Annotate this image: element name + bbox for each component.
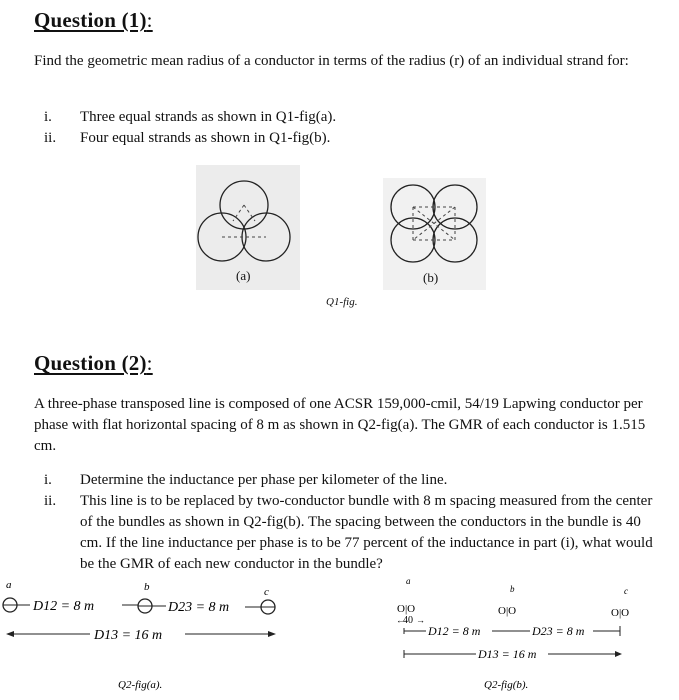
q1-fig-a-drawing [196,165,300,290]
q2-fig-b [380,576,679,696]
question2-heading-colon: : [146,351,153,375]
q1-fig-caption: Q1-fig. [326,296,358,308]
list-item [34,491,654,575]
dashed-radius [244,205,255,221]
question1-heading-text: Question (1) [34,8,147,32]
question1-heading [34,8,153,33]
q1-fig-b-drawing [383,178,486,290]
bundle-a: O|O [397,603,416,615]
list-item-number: ii. [44,493,57,509]
conductor-label-c: c [624,586,628,596]
q1-fig-b [383,178,486,290]
conductor-label-a: a [6,579,12,591]
question2-heading [34,351,153,376]
list-item-number: i. [44,109,52,125]
bundle-spacing-arrow: ← [396,615,405,625]
list-item-text: This line is to be replaced by two-conductor bundle with 8 m spacing measured from the center of the bundles as shown in Q2-fig(b). The spacing between the conductors in the bundle is 40 cm. If the line inductance per phase is to be 77 percent of the inductance in part (i), what would be the GMR of each new conductor in the bundle? [80,493,653,572]
d12-label: D12 = 8 m [428,624,481,638]
list-item [34,470,654,491]
arrow-head [615,651,622,657]
d13-label: D13 = 16 m [94,628,163,643]
question2-prompt: A three-phase transposed line is composed of one ACSR 159,000-cmil, 54/19 Lapwing conductor per phase with flat horizontal spacing of 8 m as shown in Q2-fig(a). The GMR of each conductor is 1.515 cm. [34,396,646,454]
q2-fig-b-caption: Q2-fig(b). [484,679,529,691]
question1-list [34,107,654,149]
arrow-head [268,631,276,637]
conductor-label-c: c [264,586,269,598]
d13-label: D13 = 16 m [478,647,537,661]
q2-fig-a [0,576,300,696]
question1-prompt: Find the geometric mean radius of a conductor in terms of the radius (r) of an individual strand for: [34,53,629,69]
list-item [34,128,654,149]
list-item [34,107,654,128]
question2-heading-text: Question (2) [34,351,147,375]
arrow-head [6,631,14,637]
list-item-number: ii. [44,130,57,146]
list-item-text: Four equal strands as shown in Q1-fig(b). [80,130,331,146]
dashed-radius [233,205,244,221]
bundle-spacing-arrow: → [416,615,425,625]
list-item-text: Determine the inductance per phase per kilometer of the line. [80,472,448,488]
bundle-spacing-label: 40 [403,615,413,626]
list-item-text: Three equal strands as shown in Q1-fig(a). [80,109,337,125]
conductor-label-b: b [510,584,515,594]
bundle-c: O|O [611,607,630,619]
question2-list [34,470,654,575]
list-item-number: i. [44,472,52,488]
q1-fig-a-label: (a) [236,268,251,283]
conductor-label-b: b [144,581,150,593]
q2-fig-a-caption: Q2-fig(a). [118,679,163,691]
question1-heading-colon: : [146,8,153,32]
bundle-b: O|O [498,605,517,617]
d12-label: D12 = 8 m [33,599,95,614]
q1-fig-a [196,165,300,290]
d23-label: D23 = 8 m [532,624,585,638]
conductor-label-a: a [406,576,411,586]
q1-fig-b-label: (b) [423,270,439,285]
d23-label: D23 = 8 m [168,600,230,615]
